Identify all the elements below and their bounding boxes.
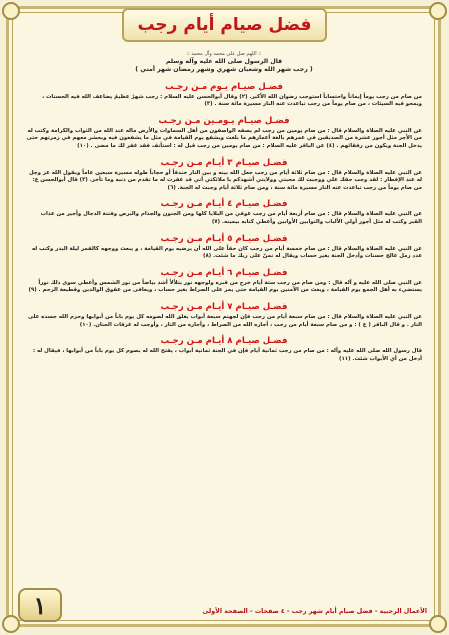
section-title: فضـل صيـام ٨ أيـام مـن رجـب <box>160 336 288 347</box>
section <box>20 234 428 261</box>
title-banner <box>122 8 327 42</box>
intro <box>20 50 428 75</box>
section-title: فضـل صيـام ٧ أيـام مـن رجـب <box>160 301 288 312</box>
intro-prayer: :: اللهم صل على محمد وآل محمد :: <box>186 51 262 57</box>
section <box>20 158 428 193</box>
section-text: من صام من رجب يوماً إيماناً واحتساباً استوجب رضوان الله الأكبر. (٢) وقال أبوالحسن عليه السلام : رجب شهرٌ عظيمٌ يضاعف الله فيه الحسنات ، ويمحو فيه السيئات ، من صام يوماً من رجب تباعدت عنه النار مسيرة مائة سنة . (٣) <box>42 93 422 108</box>
section-text: عن النبي عليه الصلاة والسلام قال : من صام سبعة أيام من رجب فإن لجهنم سبعة أبواب يغلق الله لصومه كل يوم باباً من أبوابها وحرم الله جسده على النار . و قال الباقر ( ع ) : و من صام سبعة أيام من رجب ، أجاره الله من الصراط ، وأجاره من النار ، وأوجب له غرفات الجنان. (١٠) <box>27 313 422 328</box>
section-text: عن النبي عليه الصلاة والسلام قال : من صام أربعة أيام من رجب عوفي من البلايا كلها ومن الجنون والجذام والبرص وفتنة الدجال وأجير من عذاب القبر وكتب له مثل أجور أولي الألباب والتوابين الأوابين وأعطي كتابه بيمينه. (٧) <box>40 211 422 225</box>
content <box>20 50 428 585</box>
corner-ornament <box>2 615 20 633</box>
page-number-badge: ١ <box>18 588 62 622</box>
section <box>20 199 428 226</box>
corner-ornament <box>429 615 447 633</box>
section-text: قال رسول الله صلى الله عليه وآله : من صام من رجب ثمانية أيام فإن في الجنة ثمانية أبواب ، يفتح الله له بصوم كل يوم باباً من أبوابها ، فيقال له : أدخل من أي الأبواب شئت. (١١) <box>32 348 422 362</box>
section-title: فضـل صيـام ٤ أيـام مـن رجـب <box>160 199 288 210</box>
section-text: عن النبي صلى الله عليه و آله قال : ومن صام من رجب ستة أيام خرج من قبره ولوجهه نور يتلألأ أشد بياضاً من نور الشمس وأعطي سوى ذلك نوراً يستضيء به أهل الجمع يوم القيامة ، وبعث من الآمنين يوم القيامة حتى يمر على الصراط بغير حساب ، ويعافى من عقوق الوالدين وقطيعة الرحم . (٩) <box>28 279 422 294</box>
section <box>20 336 428 363</box>
footer-caption: الأعمال الرجبية - فضل صيام أيام شهر رجب - ٤ صفحات - الصفحة الأولى <box>202 608 427 615</box>
section-title: فضـل صيـام ٣ أيـام مـن رجـب <box>160 157 288 168</box>
section <box>20 116 428 151</box>
intro-line-1: قال الرسول صلى الله عليه وآله وسلم <box>165 58 283 66</box>
section <box>20 302 428 329</box>
section-title: فضـل صيـام يـوم مـن رجـب <box>165 81 283 92</box>
section-title: فضـل صيـام ٦ أيـام مـن رجـب <box>160 267 288 278</box>
page-title: فضل صيام أيام رجب <box>137 15 312 35</box>
section-text: عن النبي عليه الصلاة والسلام قال : من صام خمسة أيام من رجب كان حقاً على الله أن يرضيه يوم القيامة ، و يبعث ووجهه كالقمر ليلة البدر وكتب له عدد رمل عالج حسنات وأدخل الجنة بغير حساب ويقال له تمنّ على ربك ما شئت. (٨) <box>31 245 422 260</box>
section-text: عن النبي عليه الصلاة والسلام قال : من صام يومين من رجب لم يصفه الواصفون من أهل السماوات والأرض ماله عند الله من الثواب والكرامة وكتب له من الأجر مثل أجور عشرة من الصديقين في عمرهم بالغة أعمارهم ما بلغت ويشفع يوم القيامة في مثل ما يشفعون فيه ويحشر معهم في زمرتهم حتى يدخل الجنة ويكون من رفقائهم . (٤) عن الباقر عليه السلام : من صام يومين من رجب قيل له : استأنف فقد غفر لك ما مضى . (١٠) <box>26 127 422 149</box>
section-title: فضـل صيـام ٥ أيـام مـن رجـب <box>160 233 288 244</box>
section-title: فضـل صيـام يـومـين مـن رجـب <box>158 115 290 126</box>
section <box>20 82 428 109</box>
corner-ornament <box>429 2 447 20</box>
section-text: عن النبي عليه الصلاة والسلام قال : من صام ثلاثة أيام من رجب جعل الله بينه و بين النار خندقاً أو حجاباً طوله مسيرة سبعين عاماً ويقول الله عز وجل له عند الإفطار : لقد وجب حقك علي ووجبت لك محبتي وولايتي أشهدكم يا ملائكتي أني قد غفرت له ما تقدم من ذنبه وما تأخر. (٣) قال أبوالحسن ع: من صام يوماً من رجب تباعدت عنه النار مسيرة مائة سنة ، ومن صام ثلاثة أيام وجبت له الجنة. (٦) <box>28 169 422 191</box>
corner-ornament <box>2 2 20 20</box>
intro-line-2: ( رجب شهر الله وشعبان شهري وشهر رمضان شهر أمتي ) <box>135 66 313 74</box>
section <box>20 268 428 295</box>
